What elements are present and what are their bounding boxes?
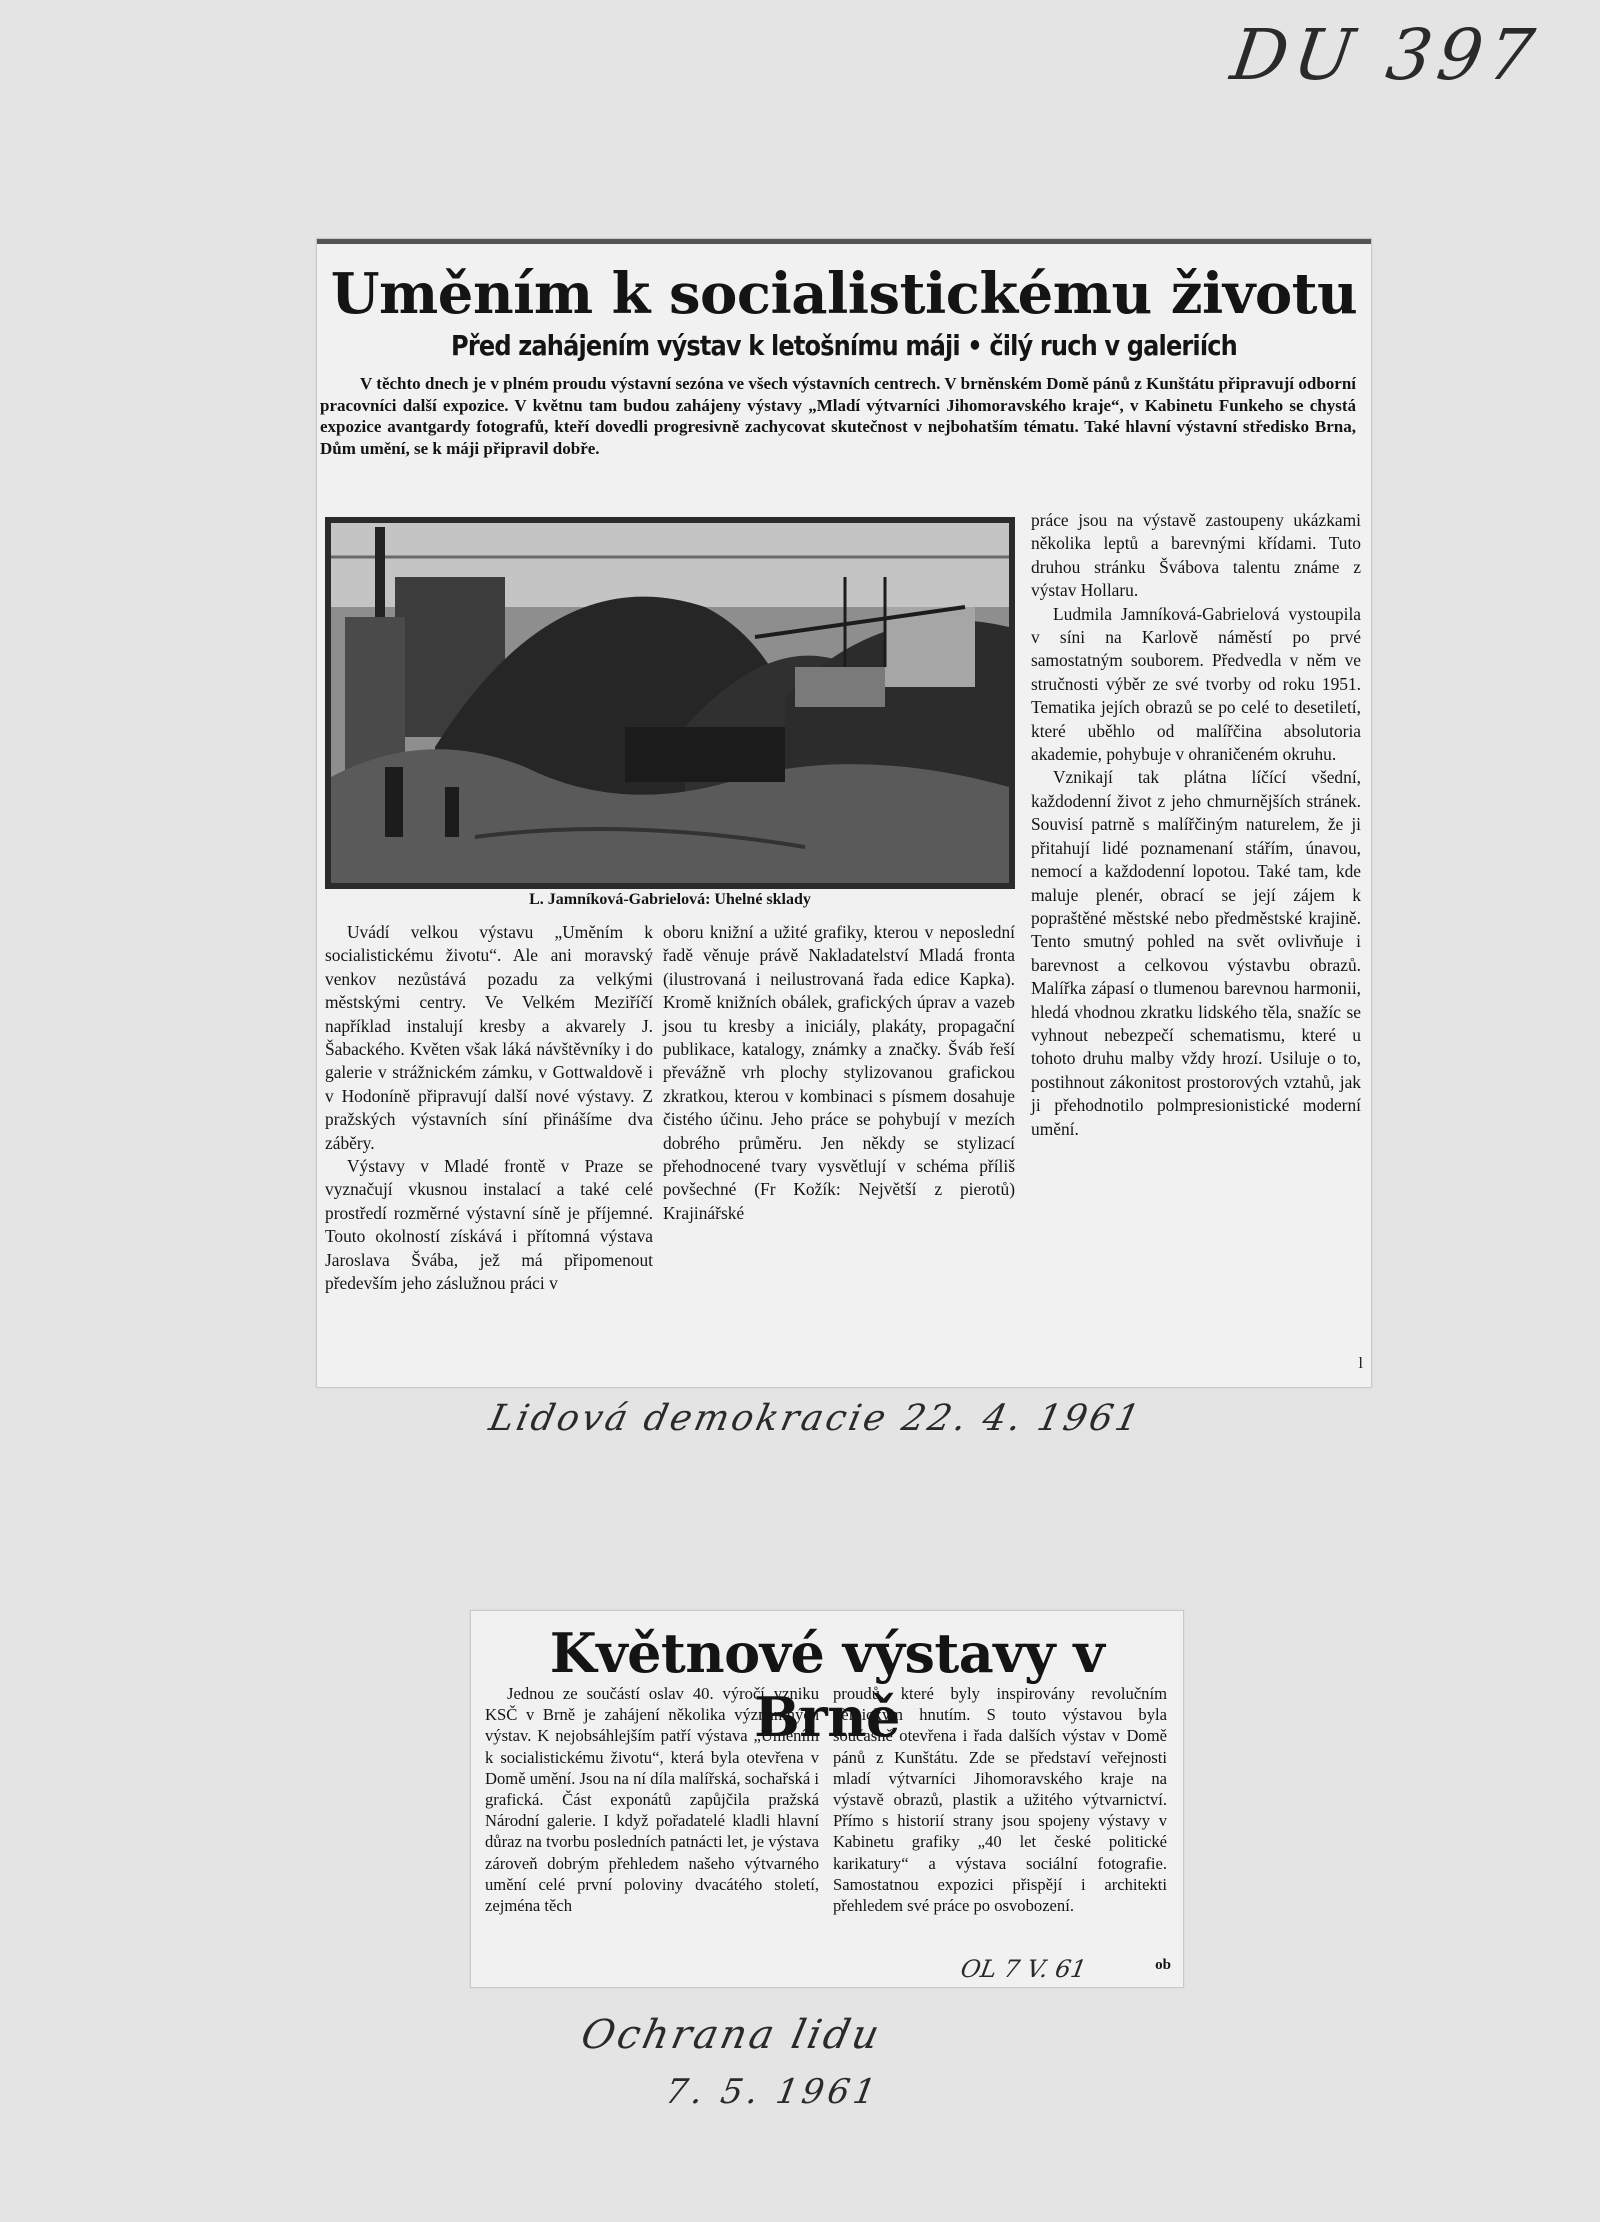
text-column-2 — [833, 1683, 1167, 1916]
article-subheadline: Před zahájením výstav k letošnímu máji • čilý ruch v galeriích — [451, 329, 1237, 362]
article-headline: Uměním k socialistickému životu — [330, 261, 1358, 327]
paragraph: Jednou ze součástí oslav 40. výročí vzniku KSČ v Brně je zahájení několika významných výstav. K nejobsáhlejším patří výstava „Uměním k socialistickému životu“, která byla otevřena v Domě umění. Jsou na ní díla malířská, sochařská i grafická. Část exponátů zapůjčila pražská Národní galerie. I když pořadatelé kladli hlavní důraz na tvorbu posledních patnácti let, je výstava zároveň dobrým přehledem našeho výtvarného umění celé první poloviny dvacátého století, zejména těch — [485, 1684, 819, 1916]
text-column-3 — [1031, 509, 1361, 1141]
paragraph: Vznikají tak plátna líčící všední, každodenní život z jeho chmurnějších stránek. Souvisí patrně s malířčiným naturelem, že ji přitahují lidé poznamenaní stářím, únavou, nemocí a každodenní lopotou. Také tam, kde maluje plenér, obrací se její zájem k popraštěné městské nebo předměstské krajině. Tento smutný pohled na svět ovlivňuje i barevnost a celkovou výstavbu obrazů. Malířka zápasí o tlumenou barevnou harmonii, hledá vhodnou zkratku lidského těla, snažíc se vyhnout nebezpečí schematismu, které u tohoto druhu malby vždy hrozí. Usiluje o to, postihnout zákonitost prostorových vztahů, jak ji přehodnotilo polmpresionistické moderní umění. — [1031, 767, 1361, 1139]
handwritten-date-stamp: OL 7 V. 61 — [958, 1955, 1089, 1983]
article-lead: V těchto dnech je v plném proudu výstavní sezóna ve všech výstavních centrech. V brněnském Domě pánů z Kunštátu připravují odborní pracovníci další expozice. V květnu tam budou zahájeny výstavy „Mladí výtvarníci Jihomoravského kraje“, v Kabinetu Funkeho se chystá expozice avantgardy fotografů, kteří dovedli progresivně zachycovat skutečnost v nejbohatším tématu. Také hlavní výstavní středisko Brna, Dům umění, se k máji připravil dobře. — [320, 374, 1356, 458]
paragraph: Výstavy v Mladé frontě v Praze se vyznačují vkusnou instalací a také celé prostředí rozměrné výstavní síně je příjemné. Touto okolností získává i přítomná výstava Jaroslava Švába, jež má připomenout především jeho záslužnou práci v — [325, 1156, 653, 1294]
painting-photo — [325, 517, 1015, 889]
source-note-2: Ochrana lidu — [577, 2012, 887, 2058]
text-column-1 — [325, 921, 653, 1296]
top-rule — [317, 239, 1371, 244]
author-signature: ob — [1155, 1957, 1171, 1973]
paragraph: Uvádí velkou výstavu „Uměním k socialistickému životu“. Ale ani moravský venkov nezůstává pozadu za velkými městskými centry. Ve Velkém Meziříčí například instalují kresby a akvarely J. Šabackého. Květen však láká návštěvníky i do galerie v strážnickém zámku, v Gottwaldově i v Hodoníně připravují další nové výstavy. Z pražských výstavních síní přinášíme dva záběry. — [325, 922, 653, 1153]
paragraph: proudů, které byly inspirovány revolučním dělnickým hnutím. S touto výstavou byla současně otevřena i řada dalších výstav v Domě pánů z Kunštátu. Zde se představí veřejnosti mladí výtvarníci Jihomoravského kraje na výstavě obrazů, plastik a užitého výtvarnictví. Přímo s historií strany jsou spojeny výstavy v Kabinetu grafiky „40 let české politické karikatury“ a výstava sociální fotografie. Samostatnou expozici přispějí i architekti přehledem své práce po osvobození. — [833, 1684, 1167, 1916]
photo-caption: L. Jamníková-Gabrielová: Uhelné sklady — [529, 891, 811, 908]
newspaper-clipping-2 — [470, 1610, 1184, 1988]
paragraph: oboru knižní a užité grafiky, kterou v neposlední řadě věnuje právě Nakladatelství Mladá fronta (ilustrovaná i neilustrovaná řada edice Kapka). Kromě knižních obálek, grafických úprav a vazeb jsou tu kresby a iniciály, plakáty, propagační publikace, katalogy, známky a značky. Šváb řeší převážně vrh plochy stylizovanou grafickou zkratkou, kterou v kombinaci s písmem dosahuje čistého účinu. Jeho práce se pohybují v mezích dobrého průměru. Jen někdy se stylizací přehodnocené tvary vysvětlují v schéma příliš povšechné (Fr Kožík: Největší z pierotů) Krajinářské — [663, 922, 1015, 1223]
paragraph: Ludmila Jamníková-Gabrielová vystoupila v síni na Karlově náměstí po prvé samostatným souborem. Předvedla v něm ve stručnosti výběr ze své tvorby od roku 1951. Tematika jejích obrazů se po celé to desetiletí, které uběhlo od malířčina absolutoria akademie, pohybuje v ohraničeném okruhu. — [1031, 603, 1361, 765]
source-date-2: 7. 5. 1961 — [662, 2072, 883, 2112]
text-column-1 — [485, 1683, 819, 1916]
newspaper-clipping-1 — [316, 238, 1372, 1388]
article-headline: Květnové výstavy v Brně — [549, 1621, 1105, 1749]
paragraph: práce jsou na výstavě zastoupeny ukázkami několika leptů a barevnými křídami. Tuto druhou stránku Švábova talentu známe z výstav Hollaru. — [1031, 510, 1361, 601]
text-column-2 — [663, 921, 1015, 1225]
source-note-1: Lidová demokracie 22. 4. 1961 — [485, 1398, 1146, 1439]
end-mark: l — [1358, 1355, 1363, 1372]
archive-mark: DU 397 — [1226, 14, 1545, 96]
